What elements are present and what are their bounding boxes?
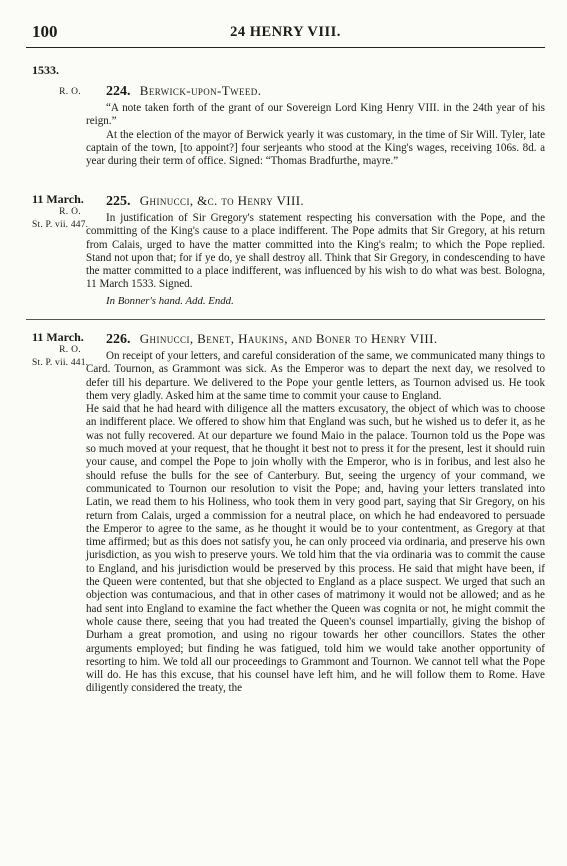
margin-source: R. O. <box>59 207 81 217</box>
margin-source: R. O. <box>59 87 81 97</box>
entry-224-margin <box>32 86 106 99</box>
margin-reference: St. P. vii. 447. <box>32 220 89 230</box>
running-title: 24 HENRY VIII. <box>230 24 341 40</box>
entry-number: 226. <box>106 332 131 347</box>
entry-224-body <box>86 102 545 168</box>
entry-226-heading <box>106 331 545 348</box>
margin-reference: St. P. vii. 441. <box>32 358 89 368</box>
margin-date: 11 March. <box>32 192 84 206</box>
paragraph: “A note taken forth of the grant of our Sovereign Lord King Henry VIII. in the 24th year of his reign.” <box>86 102 545 128</box>
paragraph: He said that he had heard with diligence all the matters excusatory, the object of which was to choose an indifferent place. We offered to show him that England was such, but he wished us to defer it, as he was not fully recovered. At our departure we found Maio in the palace. Tournon told us the Pope was so much moved at your request, that he thought it best not to press it for the present, lest it should ruin your cause, and compel the Pope to join wholly with the Emperor, who is in foribus, and lest also he should refuse the bulls for the see of Canterbury. But, seeing the urgency of your command, we communicated to Tournon our resolution to visit the Pope; and, having your letters translated into Latin, we read them to his Holiness, who took them in very good part, saying that Sir Gregory, on his return from Calais, urged a commission for a neutral place, on which he had endeavored to persuade the Emperor to agree to the same, as he thought it would be to your contentment, as Gregory at that time affirmed; but as this does not satisfy you, he can only proceed via ordinaria, and preserve his own jurisdiction, as you wish to preserve yours. We told him that the via ordinaria was to commit the cause to England, and his jurisdiction would be preserved by this process. He said that might have been, if the Queen were contented, but that she objected to England as a place suspect. We urged that such an objection was contumacious, and that in other cases of matrimony it would not be allowed; and as he had sent into England to examine the fact whether the Queen was cognita or not, he might commit the whole cause there, seeing that you had treated the Queen's counsel impartially, giving the bishop of Durham a great promotion, and using no rigour towards her other councillors. States the other arguments employed; but finding he was fatigued, told him we would take another opportunity of resorting to him. We told all our proceedings to Grammont and Tournon. We cannot tell what the Pope will do. He has this excuse, that his counsel have left him, and he will follow them to Rome. Have diligently considered the treaty, the <box>86 403 545 695</box>
section-rule <box>26 319 545 320</box>
margin-year: 1533. <box>32 63 59 77</box>
entry-224-heading <box>106 83 545 100</box>
paragraph: At the election of the mayor of Berwick yearly it was customary, in the time of Sir Will. Tyler, late captain of the town, [to appoint?] four serjeants who stood at the King's wages, receiving 106s. 8d. a year during their term of office. Signed: “Thomas Bradfurthe, mayre.” <box>86 128 545 168</box>
entry-225-heading <box>106 193 545 210</box>
entry-number: 224. <box>106 84 131 99</box>
entry-225-body <box>86 212 545 292</box>
paragraph: On receipt of your letters, and careful consideration of the same, we communicated many things to Card. Tournon, as Grammont was sick. As the Emperor was to depart the next day, we resolved to defer till his departure. We delivered to the Pope your gentle letters, as Tournon advised us. He took them very gladly. Asked him at the same time to commit your cause to England. <box>86 350 545 402</box>
margin-date: 11 March. <box>32 330 84 344</box>
paragraph: In justification of Sir Gregory's statement respecting his conversation with the Pope, and the committing of the King's cause to a place indifferent. The Pope admits that Sir Gregory, at his return from Calais, urged to have the matter committed into the King's realm; to which the Pope replied. Stand not upon that; for if ye do, ye shall destroy all. Think that Sir Gregory, in condescending to have the matter committed to a place indifferent, was influenced by his wish to do what was best. Bologna, 11 March 1533. Signed. <box>86 212 545 291</box>
header-rule <box>26 47 545 48</box>
entry-title: Berwick-upon-Tweed. <box>139 83 262 98</box>
endorsement: In Bonner's hand. Add. Endd. <box>106 295 234 307</box>
page-number: 100 <box>32 22 58 41</box>
page-header <box>26 22 545 42</box>
margin-source: R. O. <box>59 345 81 355</box>
entry-226-body <box>86 350 545 696</box>
entry-title: Ghinucci, Benet, Haukins, and Boner to Henry VIII. <box>139 331 438 346</box>
entry-title: Ghinucci, &c. to Henry VIII. <box>139 193 305 208</box>
entry-number: 225. <box>106 194 131 209</box>
